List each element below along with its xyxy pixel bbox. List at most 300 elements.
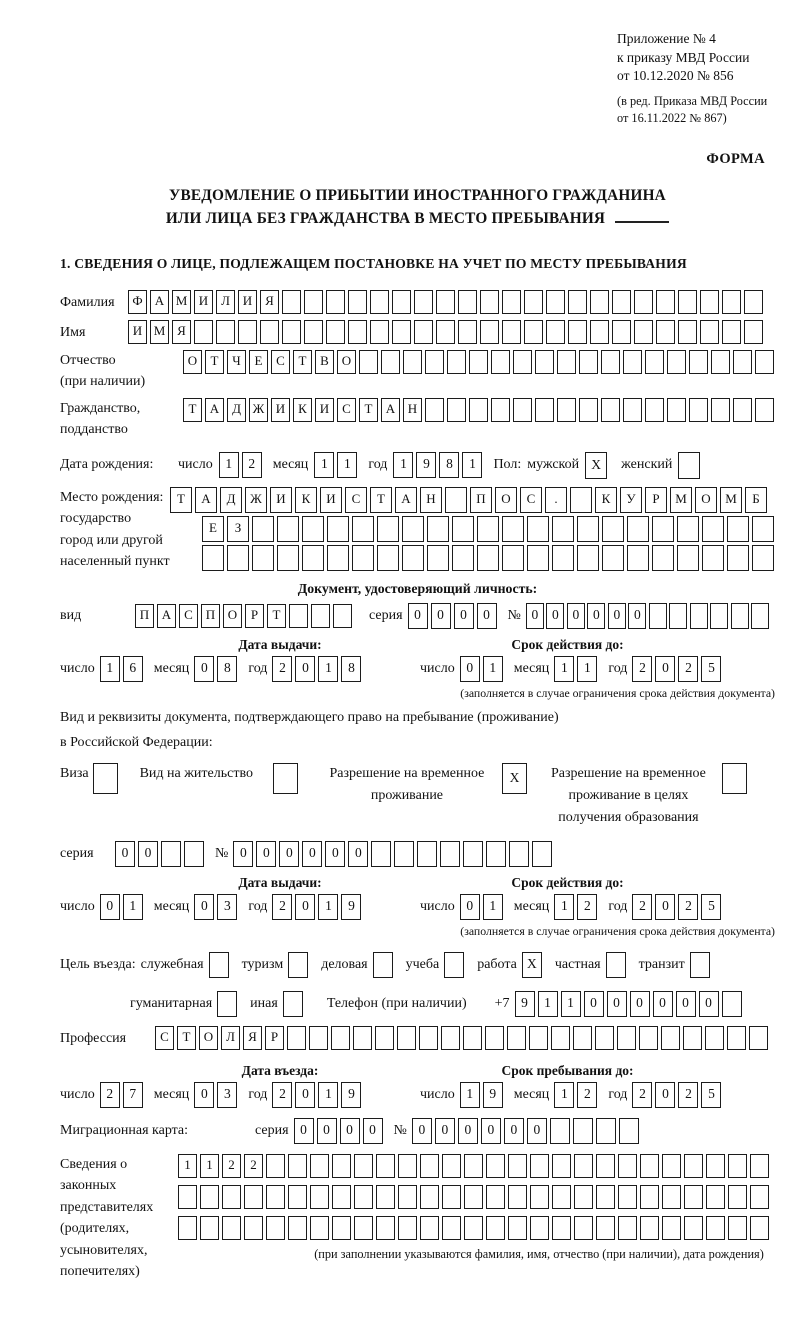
char-cell[interactable]: 2	[272, 656, 292, 682]
char-cell[interactable]	[612, 290, 631, 314]
char-cell[interactable]: М	[150, 320, 169, 344]
char-cell[interactable]	[639, 1026, 658, 1050]
char-cell[interactable]	[627, 516, 649, 542]
char-cell[interactable]	[442, 1154, 461, 1178]
char-cell[interactable]: И	[238, 290, 257, 314]
char-cell[interactable]	[532, 841, 552, 867]
char-cell[interactable]	[733, 398, 752, 422]
char-cell[interactable]	[332, 1185, 351, 1209]
char-cell[interactable]	[577, 516, 599, 542]
char-cell[interactable]: 1	[200, 1154, 219, 1178]
char-cell[interactable]	[552, 516, 574, 542]
char-cell[interactable]: 0	[194, 1082, 214, 1108]
char-cell[interactable]	[710, 603, 728, 629]
char-cell[interactable]	[178, 1185, 197, 1209]
char-cell[interactable]	[527, 545, 549, 571]
purpose-business-checkbox[interactable]	[373, 952, 393, 978]
char-cell[interactable]: 0	[460, 894, 480, 920]
char-cell[interactable]	[304, 290, 323, 314]
char-cell[interactable]	[618, 1154, 637, 1178]
char-cell[interactable]: 0	[676, 991, 696, 1017]
char-cell[interactable]	[689, 398, 708, 422]
char-cell[interactable]	[640, 1216, 659, 1240]
char-cell[interactable]	[749, 1026, 768, 1050]
char-cell[interactable]: 0	[279, 841, 299, 867]
char-cell[interactable]: 2	[272, 894, 292, 920]
char-cell[interactable]	[678, 320, 697, 344]
char-cell[interactable]	[266, 1185, 285, 1209]
char-cell[interactable]: Д	[220, 487, 242, 513]
char-cell[interactable]	[535, 398, 554, 422]
char-cell[interactable]	[640, 1185, 659, 1209]
char-cell[interactable]: 0	[295, 894, 315, 920]
char-cell[interactable]	[352, 516, 374, 542]
char-cell[interactable]	[266, 1154, 285, 1178]
char-cell[interactable]	[508, 1216, 527, 1240]
char-cell[interactable]: 2	[632, 1082, 652, 1108]
char-cell[interactable]: И	[194, 290, 213, 314]
char-cell[interactable]: 0	[458, 1118, 478, 1144]
char-cell[interactable]	[463, 1026, 482, 1050]
char-cell[interactable]: 0	[481, 1118, 501, 1144]
char-cell[interactable]	[222, 1216, 241, 1240]
char-cell[interactable]	[731, 603, 749, 629]
char-cell[interactable]: 0	[295, 1082, 315, 1108]
char-cell[interactable]	[302, 545, 324, 571]
char-cell[interactable]: 2	[632, 656, 652, 682]
char-cell[interactable]	[727, 516, 749, 542]
char-cell[interactable]: 9	[416, 452, 436, 478]
char-cell[interactable]: И	[315, 398, 334, 422]
char-cell[interactable]: С	[345, 487, 367, 513]
char-cell[interactable]	[529, 1026, 548, 1050]
char-cell[interactable]	[552, 545, 574, 571]
char-cell[interactable]	[706, 1185, 725, 1209]
char-cell[interactable]: Ч	[227, 350, 246, 374]
char-cell[interactable]	[755, 350, 774, 374]
char-cell[interactable]: О	[695, 487, 717, 513]
char-cell[interactable]	[667, 350, 686, 374]
char-cell[interactable]	[398, 1185, 417, 1209]
char-cell[interactable]: 0	[567, 603, 585, 629]
char-cell[interactable]	[656, 320, 675, 344]
char-cell[interactable]	[684, 1154, 703, 1178]
char-cell[interactable]: Н	[403, 398, 422, 422]
char-cell[interactable]: 2	[222, 1154, 241, 1178]
char-cell[interactable]: С	[520, 487, 542, 513]
char-cell[interactable]: Я	[260, 290, 279, 314]
char-cell[interactable]	[574, 1154, 593, 1178]
char-cell[interactable]: 2	[242, 452, 262, 478]
char-cell[interactable]: 2	[244, 1154, 263, 1178]
char-cell[interactable]	[744, 290, 763, 314]
char-cell[interactable]	[398, 1216, 417, 1240]
char-cell[interactable]	[376, 1154, 395, 1178]
char-cell[interactable]: 0	[348, 841, 368, 867]
char-cell[interactable]	[480, 320, 499, 344]
purpose-other-checkbox[interactable]	[283, 991, 303, 1017]
char-cell[interactable]	[486, 1216, 505, 1240]
char-cell[interactable]	[359, 350, 378, 374]
char-cell[interactable]	[601, 350, 620, 374]
char-cell[interactable]: 5	[701, 894, 721, 920]
char-cell[interactable]: 0	[408, 603, 428, 629]
char-cell[interactable]: С	[155, 1026, 174, 1050]
char-cell[interactable]	[397, 1026, 416, 1050]
char-cell[interactable]	[667, 398, 686, 422]
char-cell[interactable]	[289, 604, 308, 628]
char-cell[interactable]: 1	[554, 656, 574, 682]
char-cell[interactable]	[527, 516, 549, 542]
char-cell[interactable]: 0	[477, 603, 497, 629]
char-cell[interactable]	[683, 1026, 702, 1050]
char-cell[interactable]	[706, 1154, 725, 1178]
char-cell[interactable]	[266, 1216, 285, 1240]
char-cell[interactable]: 2	[272, 1082, 292, 1108]
char-cell[interactable]	[705, 1026, 724, 1050]
char-cell[interactable]: Ж	[245, 487, 267, 513]
char-cell[interactable]: 0	[256, 841, 276, 867]
char-cell[interactable]	[590, 320, 609, 344]
char-cell[interactable]	[352, 545, 374, 571]
char-cell[interactable]	[752, 545, 774, 571]
char-cell[interactable]: 0	[504, 1118, 524, 1144]
char-cell[interactable]	[557, 350, 576, 374]
char-cell[interactable]	[333, 604, 352, 628]
char-cell[interactable]: К	[295, 487, 317, 513]
char-cell[interactable]	[282, 290, 301, 314]
char-cell[interactable]	[377, 545, 399, 571]
char-cell[interactable]	[427, 545, 449, 571]
char-cell[interactable]	[733, 350, 752, 374]
char-cell[interactable]: 0	[340, 1118, 360, 1144]
char-cell[interactable]	[277, 545, 299, 571]
char-cell[interactable]	[353, 1026, 372, 1050]
char-cell[interactable]: 0	[655, 656, 675, 682]
char-cell[interactable]	[678, 290, 697, 314]
char-cell[interactable]: 0	[526, 603, 544, 629]
char-cell[interactable]	[579, 350, 598, 374]
char-cell[interactable]	[419, 1026, 438, 1050]
char-cell[interactable]: М	[670, 487, 692, 513]
char-cell[interactable]	[508, 1154, 527, 1178]
char-cell[interactable]	[354, 1185, 373, 1209]
char-cell[interactable]: 0	[655, 1082, 675, 1108]
char-cell[interactable]	[752, 516, 774, 542]
char-cell[interactable]: Е	[202, 516, 224, 542]
char-cell[interactable]	[596, 1118, 616, 1144]
char-cell[interactable]	[326, 290, 345, 314]
char-cell[interactable]: И	[320, 487, 342, 513]
char-cell[interactable]	[508, 1185, 527, 1209]
char-cell[interactable]	[427, 516, 449, 542]
char-cell[interactable]	[595, 1026, 614, 1050]
char-cell[interactable]	[436, 290, 455, 314]
char-cell[interactable]	[392, 290, 411, 314]
char-cell[interactable]	[447, 398, 466, 422]
char-cell[interactable]	[452, 516, 474, 542]
char-cell[interactable]	[420, 1154, 439, 1178]
char-cell[interactable]: 2	[577, 1082, 597, 1108]
char-cell[interactable]	[702, 516, 724, 542]
char-cell[interactable]: М	[720, 487, 742, 513]
char-cell[interactable]	[552, 1185, 571, 1209]
char-cell[interactable]	[310, 1216, 329, 1240]
char-cell[interactable]	[184, 841, 204, 867]
char-cell[interactable]: А	[150, 290, 169, 314]
char-cell[interactable]: А	[395, 487, 417, 513]
char-cell[interactable]: 0	[363, 1118, 383, 1144]
char-cell[interactable]	[326, 320, 345, 344]
char-cell[interactable]	[375, 1026, 394, 1050]
char-cell[interactable]	[509, 841, 529, 867]
char-cell[interactable]	[524, 320, 543, 344]
char-cell[interactable]: К	[595, 487, 617, 513]
purpose-work-checkbox[interactable]: X	[522, 952, 542, 978]
char-cell[interactable]: 1	[460, 1082, 480, 1108]
char-cell[interactable]: А	[205, 398, 224, 422]
char-cell[interactable]	[442, 1185, 461, 1209]
char-cell[interactable]	[238, 320, 257, 344]
char-cell[interactable]	[750, 1216, 769, 1240]
char-cell[interactable]: Ф	[128, 290, 147, 314]
char-cell[interactable]: Ж	[249, 398, 268, 422]
char-cell[interactable]	[662, 1185, 681, 1209]
char-cell[interactable]	[627, 545, 649, 571]
char-cell[interactable]: З	[227, 516, 249, 542]
char-cell[interactable]	[402, 516, 424, 542]
char-cell[interactable]	[577, 545, 599, 571]
char-cell[interactable]: И	[271, 398, 290, 422]
char-cell[interactable]	[178, 1216, 197, 1240]
char-cell[interactable]	[513, 398, 532, 422]
char-cell[interactable]	[331, 1026, 350, 1050]
char-cell[interactable]	[447, 350, 466, 374]
char-cell[interactable]: М	[172, 290, 191, 314]
char-cell[interactable]: Р	[245, 604, 264, 628]
char-cell[interactable]	[722, 991, 742, 1017]
char-cell[interactable]	[590, 290, 609, 314]
char-cell[interactable]	[288, 1154, 307, 1178]
char-cell[interactable]: О	[495, 487, 517, 513]
char-cell[interactable]	[700, 320, 719, 344]
char-cell[interactable]: А	[157, 604, 176, 628]
char-cell[interactable]	[381, 350, 400, 374]
char-cell[interactable]	[502, 545, 524, 571]
char-cell[interactable]	[700, 290, 719, 314]
char-cell[interactable]: 9	[483, 1082, 503, 1108]
char-cell[interactable]	[464, 1216, 483, 1240]
char-cell[interactable]: 0	[653, 991, 673, 1017]
char-cell[interactable]	[550, 1118, 570, 1144]
char-cell[interactable]	[750, 1154, 769, 1178]
char-cell[interactable]	[469, 398, 488, 422]
char-cell[interactable]: .	[545, 487, 567, 513]
char-cell[interactable]: 3	[217, 894, 237, 920]
char-cell[interactable]: П	[135, 604, 154, 628]
purpose-study-checkbox[interactable]	[444, 952, 464, 978]
char-cell[interactable]: Т	[293, 350, 312, 374]
char-cell[interactable]: 0	[138, 841, 158, 867]
char-cell[interactable]	[546, 320, 565, 344]
char-cell[interactable]	[513, 350, 532, 374]
char-cell[interactable]	[502, 290, 521, 314]
char-cell[interactable]: 2	[577, 894, 597, 920]
char-cell[interactable]	[552, 1216, 571, 1240]
char-cell[interactable]	[623, 350, 642, 374]
char-cell[interactable]	[161, 841, 181, 867]
char-cell[interactable]	[310, 1154, 329, 1178]
char-cell[interactable]: 0	[628, 603, 646, 629]
char-cell[interactable]: 1	[538, 991, 558, 1017]
char-cell[interactable]	[702, 545, 724, 571]
char-cell[interactable]	[282, 320, 301, 344]
char-cell[interactable]: 0	[584, 991, 604, 1017]
char-cell[interactable]: Н	[420, 487, 442, 513]
char-cell[interactable]: 5	[701, 1082, 721, 1108]
char-cell[interactable]	[573, 1118, 593, 1144]
char-cell[interactable]	[403, 350, 422, 374]
char-cell[interactable]	[755, 398, 774, 422]
char-cell[interactable]	[458, 320, 477, 344]
char-cell[interactable]: 0	[295, 656, 315, 682]
char-cell[interactable]	[618, 1216, 637, 1240]
char-cell[interactable]	[417, 841, 437, 867]
char-cell[interactable]	[677, 545, 699, 571]
char-cell[interactable]: 1	[219, 452, 239, 478]
char-cell[interactable]	[216, 320, 235, 344]
char-cell[interactable]: 8	[341, 656, 361, 682]
char-cell[interactable]	[727, 1026, 746, 1050]
char-cell[interactable]	[706, 1216, 725, 1240]
char-cell[interactable]	[477, 545, 499, 571]
char-cell[interactable]: 1	[483, 894, 503, 920]
char-cell[interactable]	[485, 1026, 504, 1050]
char-cell[interactable]	[662, 1216, 681, 1240]
char-cell[interactable]	[371, 841, 391, 867]
char-cell[interactable]: 0	[115, 841, 135, 867]
char-cell[interactable]: 8	[439, 452, 459, 478]
char-cell[interactable]	[711, 398, 730, 422]
char-cell[interactable]	[200, 1216, 219, 1240]
char-cell[interactable]	[440, 841, 460, 867]
char-cell[interactable]: 7	[123, 1082, 143, 1108]
char-cell[interactable]: П	[470, 487, 492, 513]
char-cell[interactable]: Т	[183, 398, 202, 422]
char-cell[interactable]: 3	[217, 1082, 237, 1108]
char-cell[interactable]: 0	[294, 1118, 314, 1144]
char-cell[interactable]	[552, 1154, 571, 1178]
char-cell[interactable]: А	[195, 487, 217, 513]
char-cell[interactable]	[530, 1216, 549, 1240]
char-cell[interactable]: 9	[515, 991, 535, 1017]
char-cell[interactable]: Р	[265, 1026, 284, 1050]
char-cell[interactable]	[689, 350, 708, 374]
purpose-private-checkbox[interactable]	[606, 952, 626, 978]
char-cell[interactable]: Т	[177, 1026, 196, 1050]
residence-permit-checkbox[interactable]	[273, 763, 298, 794]
char-cell[interactable]	[502, 320, 521, 344]
char-cell[interactable]: 2	[678, 894, 698, 920]
char-cell[interactable]: И	[270, 487, 292, 513]
char-cell[interactable]: У	[620, 487, 642, 513]
purpose-transit-checkbox[interactable]	[690, 952, 710, 978]
char-cell[interactable]: 0	[317, 1118, 337, 1144]
char-cell[interactable]	[463, 841, 483, 867]
char-cell[interactable]: 0	[325, 841, 345, 867]
char-cell[interactable]	[684, 1216, 703, 1240]
sex-male-checkbox[interactable]: X	[585, 452, 607, 479]
char-cell[interactable]	[420, 1216, 439, 1240]
char-cell[interactable]	[402, 545, 424, 571]
char-cell[interactable]	[202, 545, 224, 571]
char-cell[interactable]	[288, 1185, 307, 1209]
char-cell[interactable]	[469, 350, 488, 374]
char-cell[interactable]	[376, 1185, 395, 1209]
char-cell[interactable]: 0	[233, 841, 253, 867]
char-cell[interactable]	[348, 290, 367, 314]
char-cell[interactable]	[477, 516, 499, 542]
char-cell[interactable]	[252, 545, 274, 571]
char-cell[interactable]: 2	[678, 1082, 698, 1108]
char-cell[interactable]	[596, 1154, 615, 1178]
visa-checkbox[interactable]	[93, 763, 118, 794]
char-cell[interactable]	[486, 1185, 505, 1209]
char-cell[interactable]: 1	[483, 656, 503, 682]
char-cell[interactable]: Я	[243, 1026, 262, 1050]
char-cell[interactable]: 1	[318, 1082, 338, 1108]
purpose-tourism-checkbox[interactable]	[288, 952, 308, 978]
char-cell[interactable]	[669, 603, 687, 629]
char-cell[interactable]: 1	[462, 452, 482, 478]
char-cell[interactable]	[640, 1154, 659, 1178]
char-cell[interactable]	[445, 487, 467, 513]
char-cell[interactable]	[442, 1216, 461, 1240]
char-cell[interactable]: 0	[302, 841, 322, 867]
char-cell[interactable]	[744, 320, 763, 344]
char-cell[interactable]: 0	[412, 1118, 432, 1144]
char-cell[interactable]: Д	[227, 398, 246, 422]
char-cell[interactable]	[574, 1185, 593, 1209]
char-cell[interactable]	[277, 516, 299, 542]
char-cell[interactable]	[491, 398, 510, 422]
char-cell[interactable]: 0	[546, 603, 564, 629]
char-cell[interactable]	[200, 1185, 219, 1209]
char-cell[interactable]	[574, 1216, 593, 1240]
char-cell[interactable]	[354, 1216, 373, 1240]
char-cell[interactable]	[327, 545, 349, 571]
char-cell[interactable]	[722, 290, 741, 314]
char-cell[interactable]: О	[183, 350, 202, 374]
char-cell[interactable]: О	[223, 604, 242, 628]
char-cell[interactable]	[602, 545, 624, 571]
char-cell[interactable]: 8	[217, 656, 237, 682]
char-cell[interactable]	[601, 398, 620, 422]
char-cell[interactable]	[244, 1216, 263, 1240]
char-cell[interactable]	[464, 1154, 483, 1178]
char-cell[interactable]	[491, 350, 510, 374]
char-cell[interactable]: 2	[100, 1082, 120, 1108]
char-cell[interactable]: 0	[460, 656, 480, 682]
char-cell[interactable]	[425, 350, 444, 374]
char-cell[interactable]	[414, 320, 433, 344]
char-cell[interactable]	[662, 1154, 681, 1178]
char-cell[interactable]: 0	[587, 603, 605, 629]
purpose-humanitarian-checkbox[interactable]	[217, 991, 237, 1017]
char-cell[interactable]: 1	[554, 1082, 574, 1108]
char-cell[interactable]	[596, 1185, 615, 1209]
char-cell[interactable]: 0	[431, 603, 451, 629]
